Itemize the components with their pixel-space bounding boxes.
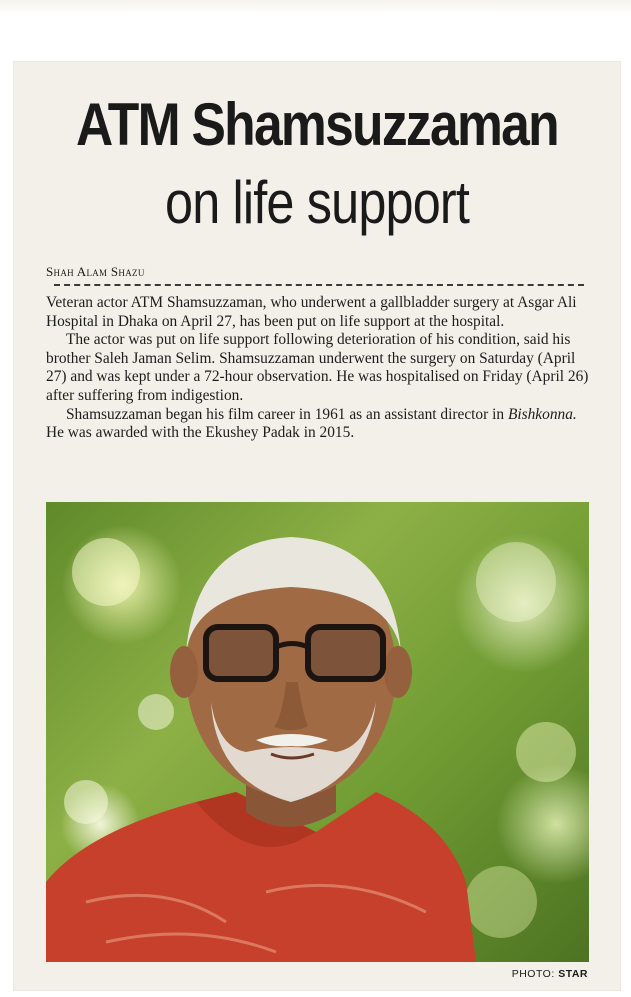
- headline-line-1: ATM Shamsuzzaman: [76, 91, 558, 158]
- portrait-illustration: [46, 502, 589, 962]
- right-ear: [384, 646, 412, 698]
- paragraph-2: The actor was put on life support following deterioration of his condition, said his brother Saleh Jaman Selim. Shamsuzzaman underwent the surgery on Saturday (April 27) and was kept under a 72-hour observation. He was hospitalised on Friday (April 26) after suffering from indigestion.: [46, 331, 589, 404]
- photo-credit: [512, 968, 588, 980]
- bokeh-light: [476, 542, 556, 622]
- paragraph-3-end: He was awarded with the Ekushey Padak in 2015.: [46, 424, 355, 442]
- newspaper-clipping: [14, 62, 620, 990]
- byline: Shah Alam Shazu: [46, 264, 145, 279]
- paragraph-1: Veteran actor ATM Shamsuzzaman, who underwent a gallbladder surgery at Asgar Ali Hospital in Dhaka on April 27, has been put on life support at the hospital.: [46, 294, 577, 330]
- glasses-left-lens: [206, 627, 276, 679]
- bokeh-light: [64, 780, 108, 824]
- top-strip: [0, 0, 631, 14]
- paragraph-3-start: Shamsuzzaman began his film career in 1961 as an assistant director in: [66, 405, 505, 423]
- bokeh-light: [516, 722, 576, 782]
- headline-line-2: on life support: [164, 169, 470, 236]
- portrait-photo: [46, 502, 589, 962]
- left-ear: [170, 646, 198, 698]
- byline-divider: [54, 284, 584, 286]
- article-body: [46, 294, 591, 443]
- bokeh-light: [138, 694, 174, 730]
- photo-credit-label: PHOTO:: [511, 968, 555, 980]
- bokeh-light: [465, 866, 537, 938]
- film-title: Bishkonna.: [507, 405, 577, 423]
- paragraph-3: [46, 406, 591, 443]
- glasses-right-lens: [308, 627, 383, 679]
- photo-credit-name: STAR: [558, 968, 588, 980]
- bokeh-light: [72, 538, 140, 606]
